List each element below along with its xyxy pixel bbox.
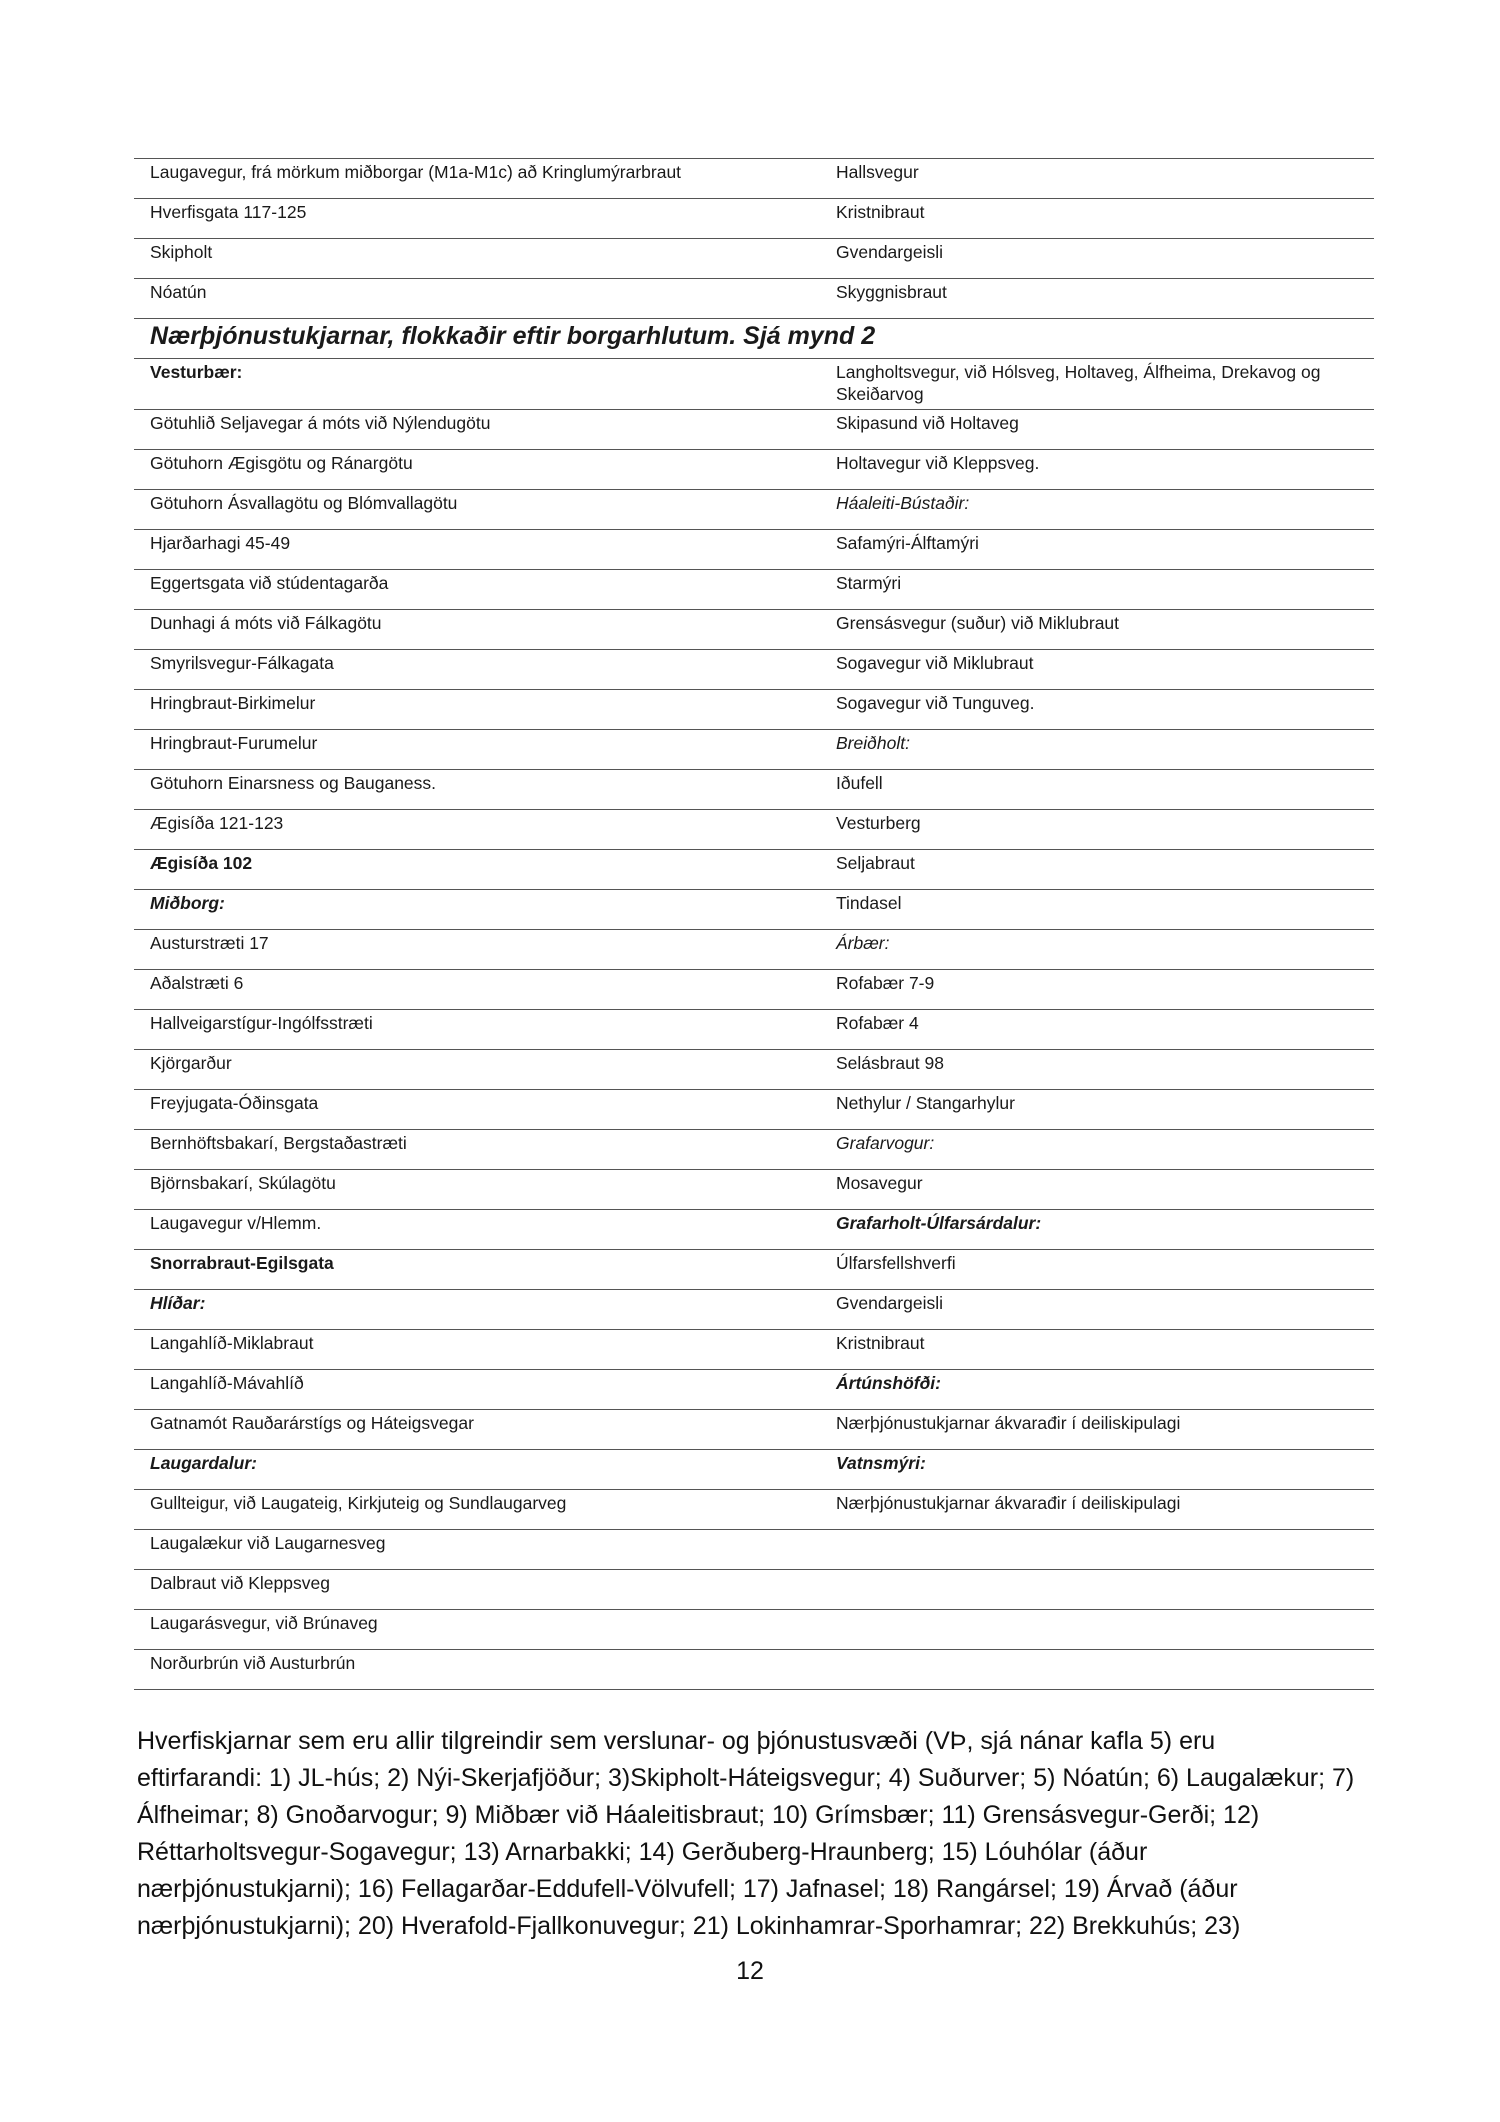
table-row (134, 810, 1374, 850)
table-cell: Bernhöftsbakarí, Bergstaðastræti (134, 1130, 820, 1170)
table-row (134, 1130, 1374, 1170)
district-heading: Vesturbær: (134, 359, 820, 410)
table-cell: Hringbraut-Furumelur (134, 730, 820, 770)
table-row (134, 1250, 1374, 1290)
table-cell: Sogavegur við Miklubraut (820, 650, 1374, 690)
paragraph-line: nærþjónustukjarni); 20) Hverafold-Fjallkonuvegur; 21) Lokinhamrar-Sporhamrar; 22) Brekkuhús; 23) (137, 1912, 1241, 1940)
table-cell: Holtavegur við Kleppsveg. (820, 450, 1374, 490)
district-heading: Vatnsmýri: (820, 1450, 1374, 1490)
paragraph-line: Hverfiskjarnar sem eru allir tilgreindir sem verslunar- og þjónustusvæði (VÞ, sjá nánar kafla 5) eru (137, 1727, 1216, 1755)
table-cell: Ægisíða 102 (134, 850, 820, 890)
table-cell: Nærþjónustukjarnar ákvarađir í deiliskipulagi (820, 1490, 1374, 1530)
table-cell: Sogavegur við Tunguveg. (820, 690, 1374, 730)
table-row (134, 490, 1374, 530)
table-cell: Selásbraut 98 (820, 1050, 1374, 1090)
table-cell: Starmýri (820, 570, 1374, 610)
table-row (134, 610, 1374, 650)
table-row (134, 690, 1374, 730)
district-heading: Árbær: (820, 930, 1374, 970)
table-row (134, 359, 1374, 410)
table-cell: Nethylur / Stangarhylur (820, 1090, 1374, 1130)
table-cell: Kristnibraut (820, 199, 1374, 239)
table-cell: Vesturberg (820, 810, 1374, 850)
table-cell: Hjarðarhagi 45-49 (134, 530, 820, 570)
table-cell: Mosavegur (820, 1170, 1374, 1210)
table-row (134, 159, 1374, 199)
district-heading: Grafarvogur: (820, 1130, 1374, 1170)
table-row (134, 1170, 1374, 1210)
table-cell: Langahlíð-Miklabraut (134, 1330, 820, 1370)
district-heading: Grafarholt-Úlfarsárdalur: (820, 1210, 1374, 1250)
table-cell: Rofabær 7-9 (820, 970, 1374, 1010)
table-row (134, 1010, 1374, 1050)
table-row (134, 1330, 1374, 1370)
table-cell: Úlfarsfellshverfi (820, 1250, 1374, 1290)
table-cell: Hallsvegur (820, 159, 1374, 199)
table-row (134, 1570, 1374, 1610)
table-row (134, 410, 1374, 450)
table-cell: Nóatún (134, 279, 820, 319)
body-paragraph (137, 1723, 1377, 1945)
table-cell: Kjörgarður (134, 1050, 820, 1090)
table-cell (820, 1610, 1374, 1650)
table-cell: Dalbraut við Kleppsveg (134, 1570, 820, 1610)
table-cell: Götuhorn Einarsness og Bauganess. (134, 770, 820, 810)
district-heading: Háaleiti-Bústaðir: (820, 490, 1374, 530)
table-cell: Norðurbrún við Austurbrún (134, 1650, 820, 1690)
table-cell: Safamýri-Álftamýri (820, 530, 1374, 570)
district-heading: Miðborg: (134, 890, 820, 930)
table-row (134, 1490, 1374, 1530)
table-row (134, 850, 1374, 890)
table-row (134, 1290, 1374, 1330)
table-cell: Dunhagi á móts við Fálkagötu (134, 610, 820, 650)
table-cell: Hverfisgata 117-125 (134, 199, 820, 239)
table-cell: Rofabær 4 (820, 1010, 1374, 1050)
table-row (134, 1210, 1374, 1250)
table-cell: Nærþjónustukjarnar ákvarađir í deiliskipulagi (820, 1410, 1374, 1450)
table-cell: Langahlíð-Mávahlíð (134, 1370, 820, 1410)
table-cell: Tindasel (820, 890, 1374, 930)
table-row (134, 199, 1374, 239)
table-row (134, 970, 1374, 1010)
table-row (134, 930, 1374, 970)
table-row (134, 1450, 1374, 1490)
paragraph-line: eftirfarandi: 1) JL-hús; 2) Nýi-Skerjafjöður; 3)Skipholt-Háteigsvegur; 4) Suðurver; 5) Nóatún; 6) Laugalækur; 7) (137, 1764, 1355, 1792)
service-centers-table (134, 158, 1374, 1690)
paragraph-line: Réttarholtsvegur-Sogavegur; 13) Arnarbakki; 14) Gerðuberg-Hraunberg; 15) Lóuhólar (áður (137, 1838, 1148, 1866)
table-cell: Laugalækur við Laugarnesveg (134, 1530, 820, 1570)
table-row (134, 1610, 1374, 1650)
table-cell: Götuhorn Ásvallagötu og Blómvallagötu (134, 490, 820, 530)
table-cell: Smyrilsvegur-Fálkagata (134, 650, 820, 690)
table-cell: Skipasund við Holtaveg (820, 410, 1374, 450)
district-heading: Hlíðar: (134, 1290, 820, 1330)
table-cell (820, 1650, 1374, 1690)
table-cell: Laugavegur v/Hlemm. (134, 1210, 820, 1250)
table-cell: Seljabraut (820, 850, 1374, 890)
table-cell: Kristnibraut (820, 1330, 1374, 1370)
table-cell: Aðalstræti 6 (134, 970, 820, 1010)
table-cell: Hringbraut-Birkimelur (134, 690, 820, 730)
table-cell: Laugarásvegur, við Brúnaveg (134, 1610, 820, 1650)
table-row (134, 530, 1374, 570)
table-cell: Götuhorn Ægisgötu og Ránargötu (134, 450, 820, 490)
table-cell: Skipholt (134, 239, 820, 279)
table-cell: Björnsbakarí, Skúlagötu (134, 1170, 820, 1210)
table-cell: Skyggnisbraut (820, 279, 1374, 319)
table-row (134, 890, 1374, 930)
table-row (134, 279, 1374, 319)
table-cell: Austurstræti 17 (134, 930, 820, 970)
page-number: 12 (736, 1957, 764, 1985)
district-heading: Breiðholt: (820, 730, 1374, 770)
table-cell: Snorrabraut-Egilsgata (134, 1250, 820, 1290)
table-row (134, 730, 1374, 770)
table-row (134, 570, 1374, 610)
table-cell: Iðufell (820, 770, 1374, 810)
table-row (134, 1370, 1374, 1410)
table-cell: Gatnamót Rauðarárstígs og Háteigsvegar (134, 1410, 820, 1450)
table-cell: Hallveigarstígur-Ingólfsstræti (134, 1010, 820, 1050)
table-cell: Langholtsvegur, við Hólsveg, Holtaveg, Álfheima, Drekavog og Skeiðarvog (820, 359, 1374, 410)
district-heading: Ártúnshöfði: (820, 1370, 1374, 1410)
table-row (134, 1650, 1374, 1690)
table-cell (820, 1570, 1374, 1610)
table-cell: Eggertsgata við stúdentagarða (134, 570, 820, 610)
table-row (134, 650, 1374, 690)
table-row (134, 770, 1374, 810)
table-heading-row (134, 319, 1374, 359)
paragraph-line: nærþjónustukjarni); 16) Fellagarðar-Eddufell-Völvufell; 17) Jafnasel; 18) Rangársel; 19) Árvað (áður (137, 1875, 1238, 1903)
district-heading: Laugardalur: (134, 1450, 820, 1490)
table-cell (820, 1530, 1374, 1570)
table-cell: Laugavegur, frá mörkum miðborgar (M1a-M1c) að Kringlumýrarbraut (134, 159, 820, 199)
table-row (134, 1410, 1374, 1450)
table-row (134, 1090, 1374, 1130)
table-row (134, 450, 1374, 490)
table-row (134, 239, 1374, 279)
table-cell: Gvendargeisli (820, 1290, 1374, 1330)
table-cell: Gvendargeisli (820, 239, 1374, 279)
table-cell: Götuhlið Seljavegar á móts við Nýlendugötu (134, 410, 820, 450)
table-row (134, 1050, 1374, 1090)
section-heading: Nærþjónustukjarnar, flokkaðir eftir borgarhlutum. Sjá mynd 2 (134, 319, 1374, 359)
table-cell: Freyjugata-Óðinsgata (134, 1090, 820, 1130)
table-row (134, 1530, 1374, 1570)
table-cell: Grensásvegur (suður) við Miklubraut (820, 610, 1374, 650)
paragraph-line: Álfheimar; 8) Gnoðarvogur; 9) Miðbær við Háaleitisbraut; 10) Grímsbær; 11) Grensásvegur-Gerði; 12) (137, 1801, 1260, 1829)
table-cell: Ægisíða 121-123 (134, 810, 820, 850)
table-cell: Gullteigur, við Laugateig, Kirkjuteig og Sundlaugarveg (134, 1490, 820, 1530)
